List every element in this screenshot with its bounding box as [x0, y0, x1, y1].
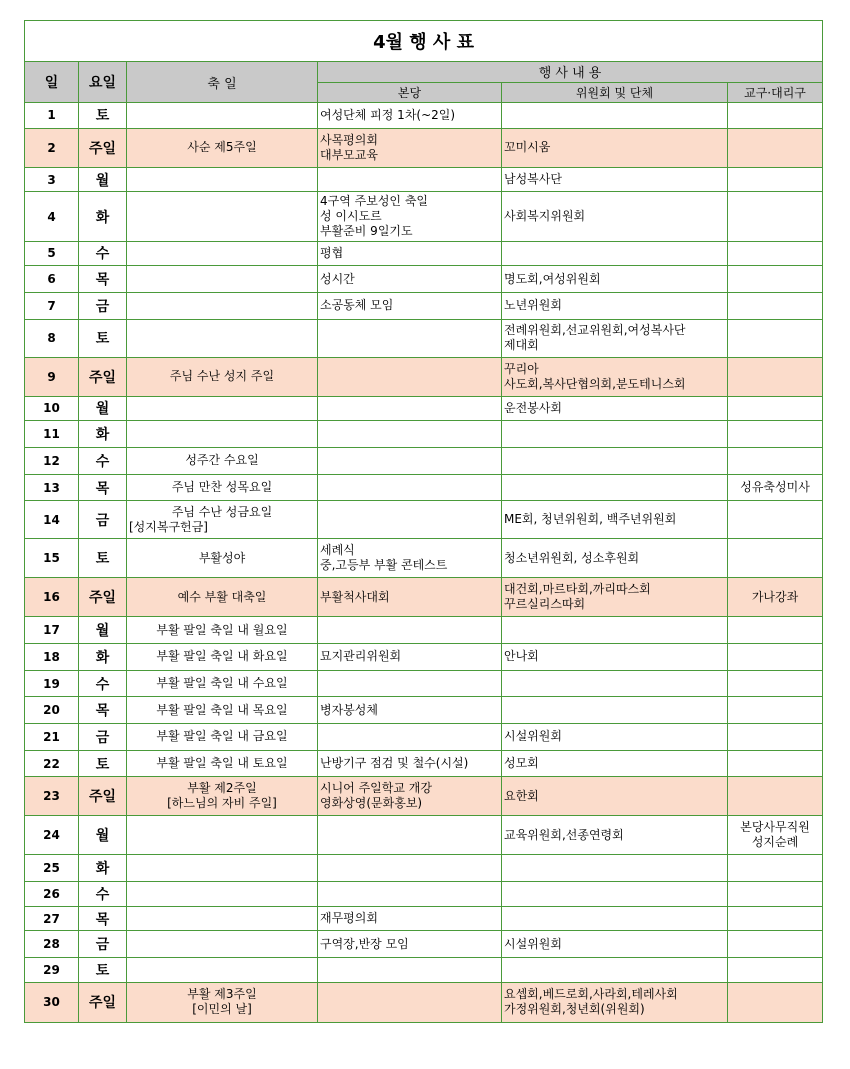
committee-cell-line: 제대회 — [504, 338, 539, 353]
weekday-cell: 월 — [79, 617, 127, 644]
day-cell: 22 — [25, 750, 79, 777]
church-cell-line: 성 이시도르 — [320, 209, 382, 224]
committee-cell — [502, 958, 728, 983]
district-cell — [728, 882, 823, 907]
feast-cell — [127, 421, 318, 448]
district-cell-line: 성지순례 — [751, 835, 799, 850]
feast-cell — [127, 539, 318, 578]
committee-cell-line: 안나회 — [504, 649, 539, 664]
committee-cell-line: 명도회,여성위원회 — [504, 271, 601, 286]
committee-cell — [502, 644, 728, 671]
district-cell — [728, 777, 823, 816]
church-cell-line: 시니어 주일학교 개강 — [320, 781, 432, 796]
table-row — [25, 958, 823, 983]
page-title: 4월 행 사 표 — [25, 21, 823, 62]
church-cell — [318, 750, 502, 777]
header-main-church: 본당 — [318, 82, 502, 103]
table-row — [25, 931, 823, 958]
table-row — [25, 421, 823, 448]
church-cell — [318, 501, 502, 539]
day-cell: 14 — [25, 501, 79, 539]
feast-cell — [127, 474, 318, 501]
district-cell — [728, 241, 823, 266]
feast-cell — [127, 816, 318, 855]
feast-cell — [127, 578, 318, 617]
weekday-cell: 토 — [79, 319, 127, 357]
weekday-cell: 토 — [79, 958, 127, 983]
weekday-cell: 금 — [79, 501, 127, 539]
day-cell: 24 — [25, 816, 79, 855]
committee-cell — [502, 617, 728, 644]
church-cell — [318, 670, 502, 697]
committee-cell-line: 사도회,복사단협의회,분도테니스회 — [504, 376, 686, 391]
church-cell — [318, 357, 502, 396]
day-cell: 13 — [25, 474, 79, 501]
weekday-cell: 화 — [79, 644, 127, 671]
committee-cell — [502, 816, 728, 855]
district-cell-line: 성유축성미사 — [740, 480, 810, 494]
header-weekday: 요일 — [79, 62, 127, 103]
church-cell — [318, 103, 502, 129]
feast-cell — [127, 982, 318, 1022]
district-cell — [728, 855, 823, 882]
district-cell — [728, 447, 823, 474]
feast-cell-line: 주님 수난 성지 주일 — [169, 369, 275, 384]
day-cell: 8 — [25, 319, 79, 357]
church-cell-line: 소공동체 모임 — [320, 298, 394, 313]
church-cell — [318, 724, 502, 751]
table-row — [25, 906, 823, 931]
committee-cell-line: 꾸르실리스따회 — [504, 597, 586, 612]
table-row — [25, 724, 823, 751]
feast-cell-line: 부활 제2주일 — [187, 781, 257, 796]
weekday-cell: 토 — [79, 103, 127, 129]
church-cell-line: 병자봉성체 — [320, 702, 378, 717]
table-row — [25, 266, 823, 293]
header-district: 교구·대리구 — [728, 82, 823, 103]
table-row — [25, 474, 823, 501]
table-row — [25, 882, 823, 907]
committee-cell — [502, 578, 728, 617]
church-cell — [318, 906, 502, 931]
church-cell — [318, 931, 502, 958]
committee-cell — [502, 539, 728, 578]
title-row — [25, 21, 823, 62]
feast-cell-line: [이민의 날] — [192, 1002, 252, 1017]
district-cell — [728, 357, 823, 396]
district-cell — [728, 750, 823, 777]
feast-cell-line: 부활 팔일 축일 내 월요일 — [156, 622, 288, 637]
church-cell — [318, 578, 502, 617]
weekday-cell: 목 — [79, 266, 127, 293]
weekday-cell: 토 — [79, 750, 127, 777]
district-cell — [728, 958, 823, 983]
feast-cell — [127, 906, 318, 931]
weekday-cell: 목 — [79, 474, 127, 501]
committee-cell — [502, 241, 728, 266]
district-cell — [728, 982, 823, 1022]
weekday-cell: 수 — [79, 882, 127, 907]
table-row — [25, 241, 823, 266]
committee-cell-line: 사회복지위원회 — [504, 209, 586, 224]
district-cell-line: 본당사무직원 — [740, 820, 810, 835]
district-cell — [728, 501, 823, 539]
feast-cell — [127, 958, 318, 983]
church-cell-line: 부활척사대회 — [320, 589, 390, 604]
weekday-cell: 주일 — [79, 578, 127, 617]
church-cell — [318, 396, 502, 421]
feast-cell — [127, 750, 318, 777]
header-row-1 — [25, 62, 823, 83]
church-cell-line: 묘지관리위원회 — [320, 649, 402, 664]
day-cell: 17 — [25, 617, 79, 644]
church-cell — [318, 777, 502, 816]
church-cell-line: 대부모교육 — [320, 147, 378, 162]
feast-cell — [127, 357, 318, 396]
committee-cell-line: 꼬미시움 — [504, 140, 551, 155]
weekday-cell: 수 — [79, 670, 127, 697]
table-row — [25, 670, 823, 697]
weekday-cell: 수 — [79, 241, 127, 266]
committee-cell — [502, 421, 728, 448]
weekday-cell: 목 — [79, 906, 127, 931]
feast-cell — [127, 241, 318, 266]
day-cell: 1 — [25, 103, 79, 129]
feast-cell — [127, 777, 318, 816]
table-row — [25, 982, 823, 1022]
table-row — [25, 750, 823, 777]
church-cell-line: 사목평의회 — [320, 132, 378, 147]
feast-cell-line: 부활 팔일 축일 내 금요일 — [156, 729, 288, 744]
header-committee: 위원회 및 단체 — [502, 82, 728, 103]
day-cell: 4 — [25, 192, 79, 241]
table-row — [25, 578, 823, 617]
feast-cell-line: 사순 제5주일 — [187, 140, 257, 155]
church-cell — [318, 982, 502, 1022]
district-cell — [728, 167, 823, 192]
table-row — [25, 855, 823, 882]
feast-cell — [127, 192, 318, 241]
church-cell-line: 중,고등부 부활 콘테스트 — [320, 558, 448, 573]
committee-cell — [502, 931, 728, 958]
weekday-cell: 토 — [79, 539, 127, 578]
weekday-cell: 주일 — [79, 357, 127, 396]
weekday-cell: 월 — [79, 167, 127, 192]
feast-cell — [127, 931, 318, 958]
district-cell — [728, 421, 823, 448]
committee-cell — [502, 292, 728, 319]
feast-cell — [127, 501, 318, 539]
feast-cell-line: [성지복구헌금] — [129, 519, 208, 534]
table-row — [25, 167, 823, 192]
table-row — [25, 539, 823, 578]
church-cell — [318, 167, 502, 192]
feast-cell-line: 주님 수난 성금요일 — [171, 504, 273, 519]
day-cell: 11 — [25, 421, 79, 448]
day-cell: 6 — [25, 266, 79, 293]
committee-cell-line: 꾸리아 — [504, 361, 539, 376]
weekday-cell: 주일 — [79, 982, 127, 1022]
day-cell: 19 — [25, 670, 79, 697]
feast-cell — [127, 724, 318, 751]
committee-cell-line: 가정위원회,청년회(위원회) — [504, 1002, 645, 1017]
feast-cell — [127, 697, 318, 724]
district-cell — [728, 396, 823, 421]
feast-cell — [127, 103, 318, 129]
church-cell-line: 여성단체 피정 1차(~2일) — [320, 107, 456, 122]
church-cell — [318, 958, 502, 983]
committee-cell-line: 청소년위원회, 성소후원회 — [504, 550, 640, 565]
committee-cell — [502, 396, 728, 421]
church-cell-line: 구역장,반장 모임 — [320, 936, 409, 951]
district-cell — [728, 644, 823, 671]
district-cell — [728, 192, 823, 241]
district-cell — [728, 539, 823, 578]
committee-cell — [502, 670, 728, 697]
church-cell — [318, 421, 502, 448]
church-cell — [318, 292, 502, 319]
weekday-cell: 화 — [79, 855, 127, 882]
day-cell: 18 — [25, 644, 79, 671]
church-cell-line: 난방기구 점검 및 철수(시설) — [320, 756, 469, 771]
day-cell: 3 — [25, 167, 79, 192]
church-cell — [318, 241, 502, 266]
day-cell: 2 — [25, 128, 79, 167]
committee-cell-line: 교육위원회,선종연령회 — [504, 827, 624, 842]
committee-cell — [502, 724, 728, 751]
district-cell — [728, 319, 823, 357]
district-cell — [728, 816, 823, 855]
day-cell: 16 — [25, 578, 79, 617]
day-cell: 10 — [25, 396, 79, 421]
feast-cell — [127, 167, 318, 192]
committee-cell-line: 노년위원회 — [504, 298, 562, 313]
weekday-cell: 화 — [79, 421, 127, 448]
feast-cell — [127, 292, 318, 319]
weekday-cell: 월 — [79, 816, 127, 855]
committee-cell — [502, 777, 728, 816]
district-cell — [728, 906, 823, 931]
feast-cell — [127, 319, 318, 357]
feast-cell-line: 부활 팔일 축일 내 수요일 — [156, 676, 288, 691]
committee-cell-line: ME회, 청년위원회, 백주년위원회 — [504, 512, 677, 527]
day-cell: 12 — [25, 447, 79, 474]
committee-cell — [502, 103, 728, 129]
feast-cell-line: 부활 팔일 축일 내 토요일 — [156, 756, 288, 771]
church-cell — [318, 816, 502, 855]
committee-cell — [502, 750, 728, 777]
committee-cell — [502, 474, 728, 501]
day-cell: 28 — [25, 931, 79, 958]
weekday-cell: 주일 — [79, 128, 127, 167]
feast-cell — [127, 396, 318, 421]
weekday-cell: 화 — [79, 192, 127, 241]
feast-cell — [127, 128, 318, 167]
day-cell: 30 — [25, 982, 79, 1022]
table-row — [25, 396, 823, 421]
church-cell — [318, 539, 502, 578]
church-cell — [318, 128, 502, 167]
committee-cell-line: 대건회,마르타회,까리따스회 — [504, 582, 651, 597]
committee-cell — [502, 882, 728, 907]
church-cell — [318, 617, 502, 644]
committee-cell — [502, 501, 728, 539]
district-cell — [728, 103, 823, 129]
weekday-cell: 금 — [79, 292, 127, 319]
church-cell-line: 재무평의회 — [320, 911, 378, 926]
committee-cell-line: 운전봉사회 — [504, 400, 562, 415]
table-row — [25, 816, 823, 855]
feast-cell — [127, 266, 318, 293]
feast-cell-line: [하느님의 자비 주일] — [167, 796, 277, 811]
church-cell-line: 세례식 — [320, 543, 355, 558]
committee-cell — [502, 192, 728, 241]
committee-cell — [502, 357, 728, 396]
feast-cell — [127, 670, 318, 697]
committee-cell-line: 요한회 — [504, 788, 539, 803]
feast-cell-line: 부활 팔일 축일 내 화요일 — [156, 649, 288, 664]
feast-cell-line: 부활 팔일 축일 내 목요일 — [156, 702, 288, 717]
committee-cell — [502, 906, 728, 931]
feast-cell-line: 성주간 수요일 — [185, 453, 259, 468]
church-cell — [318, 474, 502, 501]
events-table — [24, 20, 823, 1023]
day-cell: 15 — [25, 539, 79, 578]
weekday-cell: 금 — [79, 724, 127, 751]
district-cell-line: 가나강좌 — [751, 589, 799, 604]
committee-cell — [502, 319, 728, 357]
header-feast: 축 일 — [127, 62, 318, 103]
feast-cell-line: 예수 부활 대축일 — [177, 589, 267, 604]
table-row — [25, 777, 823, 816]
feast-cell — [127, 644, 318, 671]
day-cell: 25 — [25, 855, 79, 882]
weekday-cell: 월 — [79, 396, 127, 421]
church-cell-line: 부활준비 9일기도 — [320, 224, 413, 239]
table-row — [25, 697, 823, 724]
header-events: 행 사 내 용 — [318, 62, 823, 83]
church-cell — [318, 882, 502, 907]
feast-cell — [127, 447, 318, 474]
feast-cell-line: 주님 만찬 성목요일 — [171, 480, 273, 494]
weekday-cell: 금 — [79, 931, 127, 958]
church-cell-line: 평협 — [320, 245, 344, 260]
table-body — [25, 21, 823, 1023]
day-cell: 9 — [25, 357, 79, 396]
committee-cell-line: 요셉회,베드로회,사라회,테레사회 — [504, 987, 678, 1002]
table-row — [25, 103, 823, 129]
committee-cell-line: 성모회 — [504, 756, 539, 771]
day-cell: 7 — [25, 292, 79, 319]
table-row — [25, 501, 823, 539]
district-cell — [728, 724, 823, 751]
district-cell — [728, 617, 823, 644]
committee-cell — [502, 128, 728, 167]
feast-cell — [127, 855, 318, 882]
day-cell: 20 — [25, 697, 79, 724]
day-cell: 27 — [25, 906, 79, 931]
table-row — [25, 319, 823, 357]
day-cell: 23 — [25, 777, 79, 816]
church-cell-line: 성시간 — [320, 271, 355, 286]
table-row — [25, 292, 823, 319]
church-cell — [318, 644, 502, 671]
header-day: 일 — [25, 62, 79, 103]
church-cell — [318, 855, 502, 882]
district-cell — [728, 670, 823, 697]
district-cell — [728, 697, 823, 724]
committee-cell-line: 전례위원회,선교위원회,여성복사단 — [504, 323, 686, 338]
district-cell — [728, 931, 823, 958]
church-cell — [318, 192, 502, 241]
feast-cell-line: 부활성야 — [198, 550, 246, 565]
district-cell — [728, 292, 823, 319]
district-cell — [728, 128, 823, 167]
committee-cell-line: 시설위원회 — [504, 729, 562, 744]
committee-cell-line: 시설위원회 — [504, 936, 562, 951]
table-row — [25, 357, 823, 396]
district-cell — [728, 266, 823, 293]
day-cell: 21 — [25, 724, 79, 751]
feast-cell-line: 부활 제3주일 — [187, 987, 257, 1002]
church-cell-line: 4구역 주보성인 축일 — [320, 194, 429, 209]
weekday-cell: 수 — [79, 447, 127, 474]
committee-cell — [502, 167, 728, 192]
table-row — [25, 128, 823, 167]
church-cell-line: 영화상영(문화홍보) — [320, 796, 423, 811]
committee-cell — [502, 855, 728, 882]
feast-cell — [127, 617, 318, 644]
committee-cell — [502, 266, 728, 293]
church-cell — [318, 319, 502, 357]
table-row — [25, 617, 823, 644]
district-cell — [728, 474, 823, 501]
day-cell: 26 — [25, 882, 79, 907]
feast-cell — [127, 882, 318, 907]
day-cell: 5 — [25, 241, 79, 266]
committee-cell — [502, 697, 728, 724]
table-row — [25, 644, 823, 671]
church-cell — [318, 697, 502, 724]
district-cell — [728, 578, 823, 617]
committee-cell — [502, 982, 728, 1022]
church-cell — [318, 447, 502, 474]
church-cell — [318, 266, 502, 293]
committee-cell-line: 남성복사단 — [504, 172, 562, 187]
day-cell: 29 — [25, 958, 79, 983]
table-row — [25, 192, 823, 241]
committee-cell — [502, 447, 728, 474]
weekday-cell: 목 — [79, 697, 127, 724]
table-row — [25, 447, 823, 474]
weekday-cell: 주일 — [79, 777, 127, 816]
